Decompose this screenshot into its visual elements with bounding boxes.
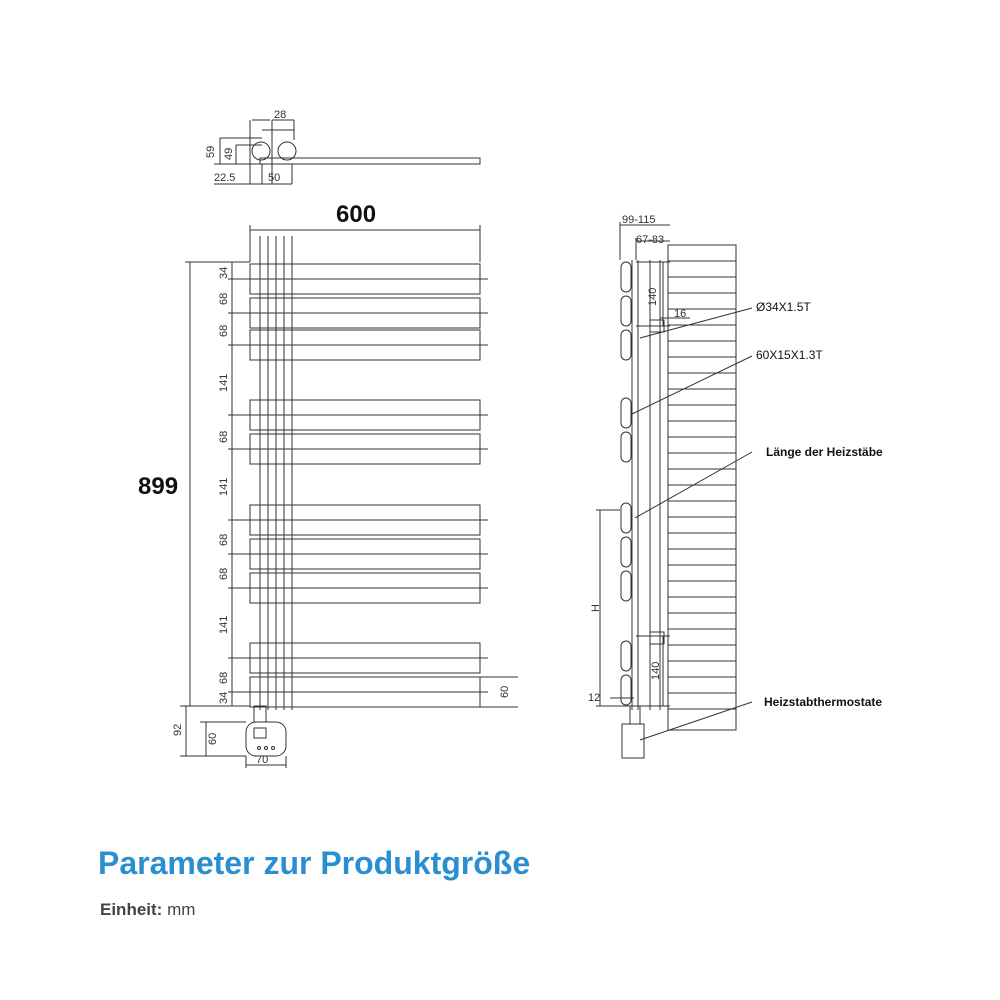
spacing-label: 68 [218, 292, 230, 305]
heater-offset-label: 12 [588, 692, 601, 704]
spacing-label: 68 [218, 567, 230, 580]
spacing-label: 141 [218, 373, 230, 392]
spacing-label: 68 [218, 430, 230, 443]
unit-value: mm [167, 900, 196, 919]
heater-length-dim-label: H [590, 604, 602, 612]
side-view [596, 222, 752, 758]
spacing-labels [218, 267, 230, 704]
spacing-label: 141 [218, 477, 230, 496]
thermostat-label: Heizstabthermostate [764, 695, 883, 709]
top-offset-label: 140 [647, 287, 659, 306]
depth-outer-label: 99-115 [622, 214, 656, 226]
bottom-offset-label: 140 [650, 661, 662, 680]
thermostat-total-label: 92 [172, 723, 184, 736]
dim-49-label: 49 [223, 147, 235, 160]
dim-28-label: 28 [274, 109, 287, 121]
bracket-label: 16 [674, 308, 687, 320]
spacing-label: 141 [218, 615, 230, 634]
bar-height-label: 60 [499, 685, 511, 698]
width-label: 600 [336, 201, 377, 228]
dim-59-label: 59 [205, 145, 217, 158]
heater-length-label: Länge der Heizstäbe [766, 445, 883, 459]
page-title: Parameter zur Produktgröße [98, 845, 531, 881]
profile-spec-label: 60X15X1.3T [756, 348, 823, 362]
spacing-label: 68 [218, 671, 230, 684]
front-view [180, 225, 518, 768]
height-label: 899 [138, 473, 179, 500]
pipe-spec-label: Ø34X1.5T [756, 300, 811, 314]
unit-label: Einheit: [100, 900, 163, 919]
spacing-label: 34 [218, 266, 230, 279]
unit-line [100, 900, 195, 920]
dim-50-label: 50 [268, 172, 281, 184]
dim-22-5-label: 22.5 [214, 172, 236, 184]
thermostat-width-label: 70 [256, 754, 269, 766]
spacing-label: 68 [218, 533, 230, 546]
top-view [214, 120, 480, 184]
depth-inner-label: 67-83 [636, 234, 665, 246]
thermostat-height-label: 60 [207, 732, 219, 745]
spacing-label: 34 [218, 691, 230, 704]
spacing-label: 68 [218, 324, 230, 337]
